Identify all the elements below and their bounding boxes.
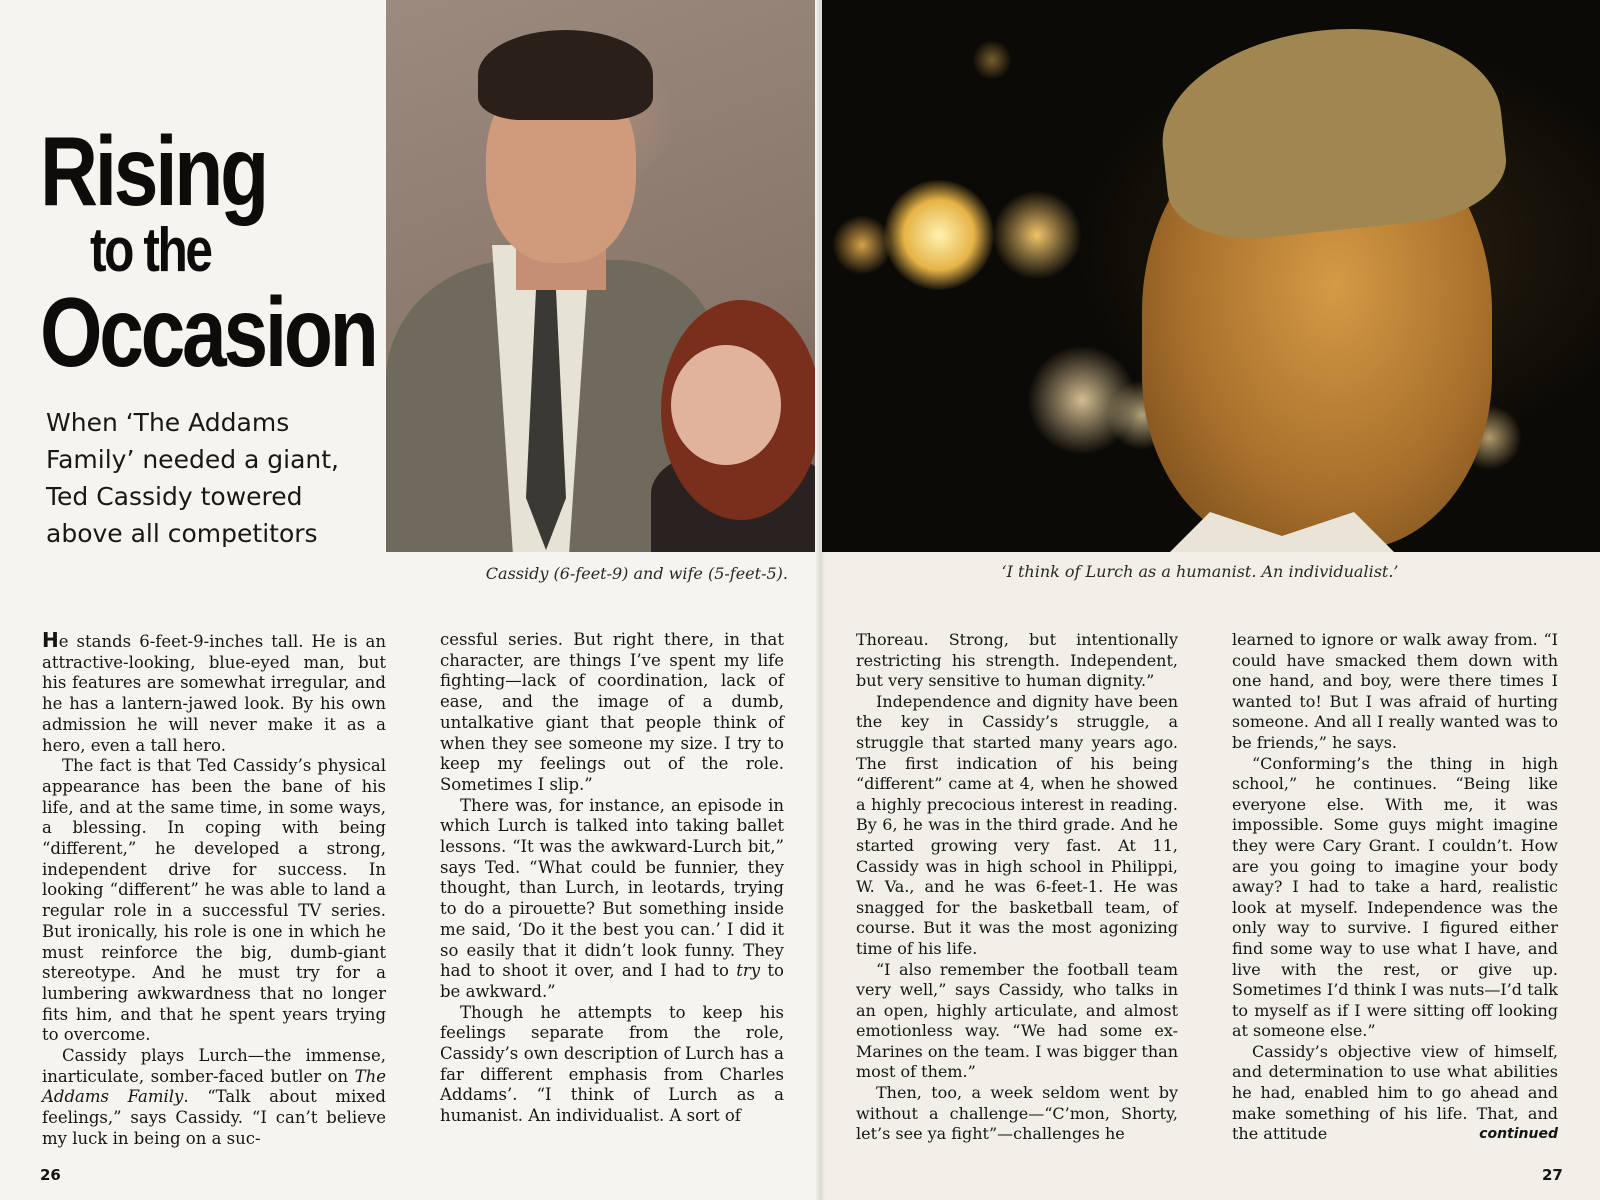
photo-cassidy-and-wife	[386, 0, 815, 552]
paragraph-text: to be awkward.”	[440, 961, 784, 1001]
photo-lurch-portrait	[822, 0, 1600, 552]
body-column-4	[1232, 630, 1558, 1145]
caption-left-photo: Cassidy (6-feet-9) and wife (5-feet-5).	[485, 564, 788, 583]
article-subhead: When ‘The Addams Family’ needed a giant, Ted Cassidy towered above all competitors	[46, 408, 340, 548]
paragraph: cessful series. But right there, in that character, are things I’ve spent my life fighting—lack of coordination, lack of ease, and the image of a dumb, untalkative giant that people think of when they see someone my size. I try to keep my feelings out of the role. Sometimes I slip.”	[440, 630, 784, 794]
bokeh-light	[832, 215, 892, 275]
paragraph	[42, 1046, 386, 1150]
title-line-2: to the	[90, 216, 211, 285]
bokeh-light	[992, 190, 1082, 280]
paragraph: Thoreau. Strong, but intentionally restricting his strength. Independent, but very sensitive to human dignity.”	[856, 630, 1178, 691]
paragraph: Though he attempts to keep his feelings separate from the role, Cassidy’s own description of Lurch has a far different emphasis from Charles Addams’. “I think of Lurch as a humanist. An individualist. A sort of	[440, 1002, 784, 1126]
drop-cap: H	[42, 628, 59, 652]
emphasis: try	[736, 961, 761, 981]
paragraph-text: . “Talk about mixed feelings,” says Cassidy. “I can’t believe my luck in being on a suc-	[42, 1087, 386, 1148]
paragraph	[42, 630, 386, 756]
paragraph-text: Cassidy’s objective view of himself, and determination to use what abilities he had, enabled him to go ahead and make something of his life. That, and the attitude	[1232, 1041, 1558, 1144]
photo-woman-face-shape	[671, 345, 781, 465]
photo-man-hair-shape	[478, 30, 653, 120]
paragraph: Then, too, a week seldom went by without a challenge—“C’mon, Shorty, let’s see ya fight”—challenges he	[856, 1083, 1178, 1144]
paragraph-text: Cassidy plays Lurch—the immense, inarticulate, somber-faced butler on	[42, 1046, 386, 1086]
paragraph-text: e stands 6-feet-9-inches tall. He is an attractive-looking, blue-eyed man, but his features are somewhat irregular, and he has a lantern-jawed look. By his own admission he will never make it as a hero, even a tall hero.	[42, 632, 386, 755]
page-number-right: 27	[1542, 1166, 1563, 1184]
title-line-1: Rising	[40, 116, 266, 226]
bokeh-light	[884, 180, 994, 290]
body-column-1	[42, 630, 386, 1150]
paragraph	[1232, 1042, 1558, 1145]
continued-marker: continued	[1479, 1126, 1558, 1143]
paragraph: “Conforming’s the thing in high school,” he continues. “Being like everyone else. With me, it was impossible. Some guys might imagine they were Cary Grant. I couldn’t. How are you going to imagine your body away? I had to take a hard, realistic look at myself. Independence was the only way to survive. I figured either find some way to use what I have, and live with the rest, or give up. Sometimes I’d think I was nuts—I’d talk to myself as if I were sitting off looking at someone else.”	[1232, 753, 1558, 1041]
paragraph	[440, 796, 784, 1003]
paragraph: learned to ignore or walk away from. “I could have smacked them down with one hand, and boy, were there times I wanted to! But I was afraid of hurting someone. And all I really wanted was to be friends,” he says.	[1232, 630, 1558, 752]
show-title: The Addams Family	[42, 1066, 386, 1107]
body-column-2	[440, 630, 784, 1127]
page-number-left: 26	[40, 1166, 61, 1184]
photo-lurch-hair-shape	[1152, 13, 1511, 247]
title-line-3: Occasion	[40, 277, 376, 387]
paragraph-text: There was, for instance, an episode in which Lurch is talked into taking ballet lessons. “It was the awkward-Lurch bit,” says Ted. “What could be funnier, they thought, than Lurch, in leotards, trying to do a pirouette? But something inside me said, ‘Do it the best you can.’ I did it so easily that it didn’t look funny. They had to shoot it over, and I had to	[440, 795, 784, 981]
article-title	[40, 116, 376, 387]
paragraph: The fact is that Ted Cassidy’s physical appearance has been the bane of his life, and at the same time, in some ways, a blessing. In coping with being “different,” he developed a strong, independent drive for success. In looking “different” he was able to land a regular role in a successful TV series. But ironically, his role is one in which he must reinforce the big, dumb-giant stereotype. And he must try for a lumbering awkwardness that no longer fits him, and that he spent years trying to overcome.	[42, 756, 386, 1045]
paragraph: Independence and dignity have been the key in Cassidy’s struggle, a struggle that started many years ago. The first indication of his being “different” came at 4, when he showed a highly precocious interest in reading. By 6, he was in the third grade. And he started growing very fast. At 11, Cassidy was in high school in Philippi, W. Va., and he was 6-feet-1. He was snagged for the basketball team, of course. But it was the most agonizing time of his life.	[856, 691, 1178, 958]
caption-right-photo: ‘I think of Lurch as a humanist. An individualist.’	[1001, 562, 1399, 581]
body-column-3	[856, 630, 1178, 1145]
bokeh-light	[972, 40, 1012, 80]
paragraph: “I also remember the football team very well,” says Cassidy, who talks in an open, highly articulate, and almost emotionless way. “We had some ex-Marines on the team. I was bigger than most of them.”	[856, 959, 1178, 1082]
